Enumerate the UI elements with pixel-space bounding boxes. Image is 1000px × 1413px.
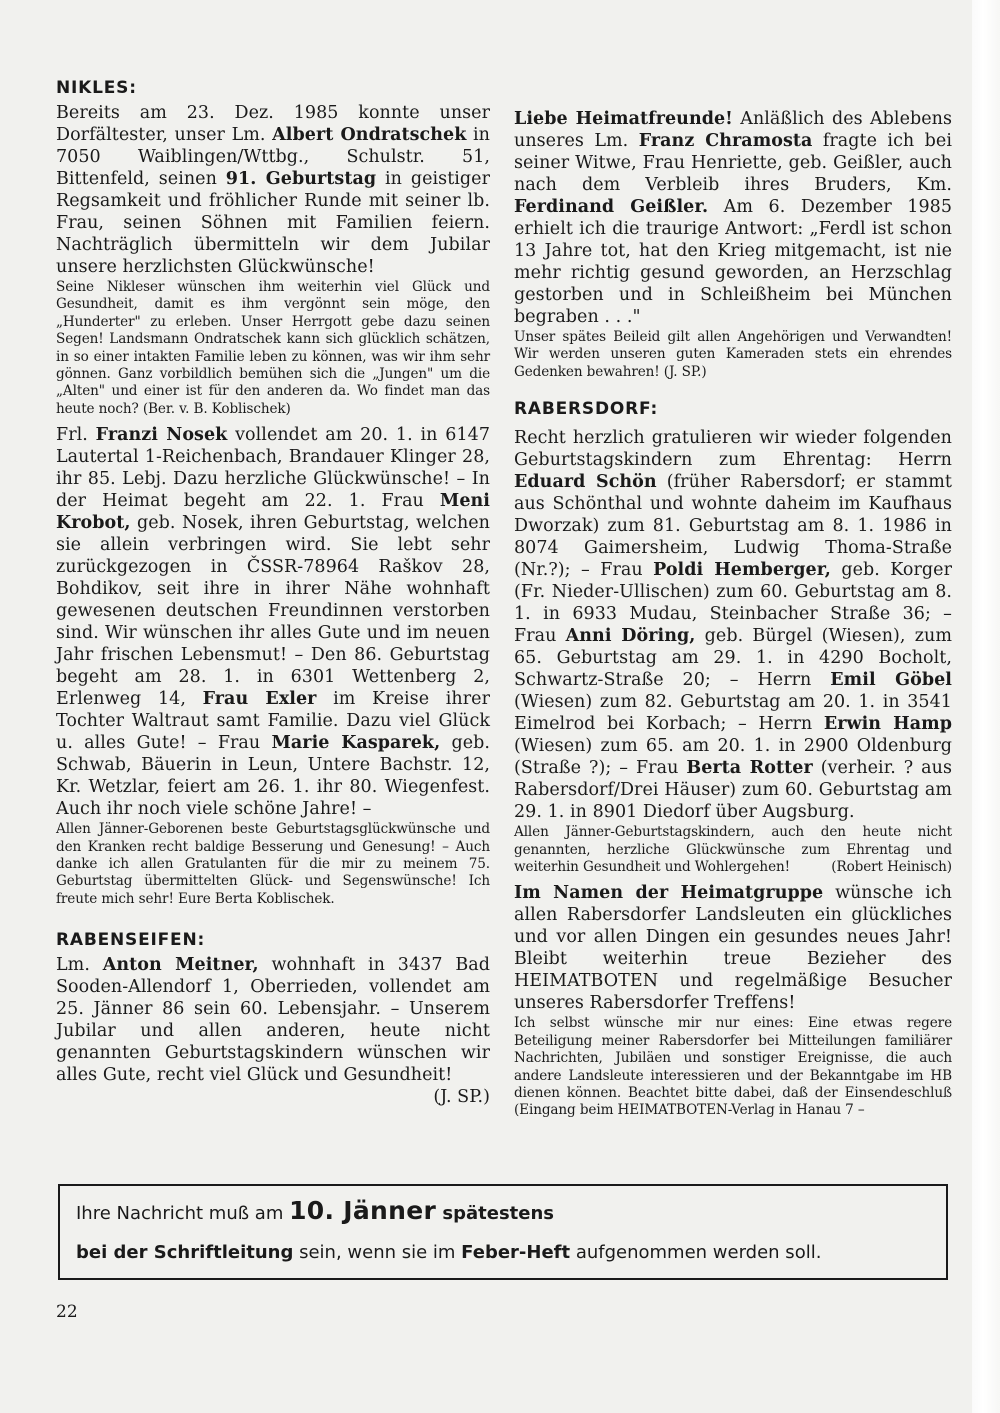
rabersdorf-paragraph-1: Recht herzlich gratulieren wir wieder folgenden Geburtstagskindern zum Ehrentag: Herrn Eduard Schön (früher Rabersdorf; er stammt aus Schönthal und wohnte daheim im Kaufhaus Dworzak) zum 81. Geburtstag am 8. 1. 1986 in 8074 Gaimersheim, Ludwig Thoma-Straße (Nr.?); – Frau Poldi Hemberger, geb. Korger (Fr. Nieder-Ullischen) zum 60. Geburtstag am 8. 1. in 6933 Mudau, Steinbacher Straße 36; – Frau Anni Döring, geb. Bürgel (Wiesen), zum 65. Geburtstag am 29. 1. in 4290 Bocholt, Schwartz-Straße 20; – Herrn Emil Göbel (Wiesen) zum 82. Geburtstag am 20. 1. in 3541 Eimelrod bei Korbach; – Herrn Erwin Hamp (Wiesen) zum 65. am 20. 1. in 2900 Oldenburg (Straße ?); – Frau Berta Rotter (verheir. ? aus Rabersdorf/Drei Häuser) zum 60. Geburtstag am 29. 1. in 8901 Diedorf über Augsburg. — [514, 428, 953, 823]
signature-heinisch: (Robert Heinisch) — [831, 859, 952, 876]
rabersdorf-paragraph-2: Allen Jänner-Geburtstagskindern, auch den heute nicht genannten, herzliche Glückwünsche zum Ehrentag und weiterhin Gesundheit und Wohlergehen! (Robert Heinisch) — [514, 824, 952, 876]
nikles-paragraph-3: Frl. Franzi Nosek vollendet am 20. 1. in 6147 Lautertal 1-Reichenbach, Brandauer Klinger 28, ihr 85. Lebj. Dazu herzliche Glückwünsche! – In der Heimat begeht am 22. 1. Frau Meni Krobot, geb. Nosek, ihren Geburtstag, welchen sie allein verbringen wird. Sie lebt sehr zurückgezogen in ČSSR-78964 Raškov 28, Bohdikov, seit ihre in ihrer Nähe wohnhaft gewesenen deutschen Freundinnen verstorben sind. Wir wünschen ihr alles Gute und im neuen Jahr frischen Lebensmut! – Den 86. Geburtstag begeht am 28. 1. in 6301 Wettenberg 2, Erlenweg 14, Frau Exler im Kreise ihrer Tochter Waltraut samt Familie. Dazu viel Glück u. alles Gute! – Frau Marie Kasparek, geb. Schwab, Bäuerin in Leun, Untere Bachstr. 12, Kr. Wetzlar, feiert am 26. 1. ihr 80. Wiegenfest. Auch ihr noch viele schöne Jahre! – — [56, 425, 490, 820]
scan-edge — [972, 0, 1000, 1413]
deadline-notice-box — [58, 1184, 948, 1280]
rabersdorf-paragraph-4: Ich selbst wünsche mir nur eines: Eine etwas regere Beteiligung meiner Rabersdorfer bei Mitteilungen familiärer Nachrichten, Jubiläen und sonstiger Ereignisse, die auch andere Landsleute interessieren und der Bekanntgabe im HB dienen können. Beachtet bitte dabei, daß der Einsendeschluß (Eingang beim HEIMATBOTEN-Verlag in Hanau 7 – — [514, 1015, 952, 1119]
intro-paragraph-1: Liebe Heimatfreunde! Anläßlich des Ablebens unseres Lm. Franz Chramosta fragte ich bei seiner Witwe, Frau Henriette, geb. Geißler, auch nach dem Verbleib ihres Bruders, Km. Ferdinand Geißler. Am 6. Dezember 1985 erhielt ich die traurige Antwort: „Ferdl ist schon 13 Jahre tot, hat den Krieg mitgemacht, ist nie mehr richtig gesund geworden, an Herzschlag gestorben und in Schleißheim bei München begraben . . ." — [514, 109, 953, 327]
right-column — [514, 108, 952, 1120]
left-column — [56, 78, 490, 1108]
intro-paragraph-2: Unser spätes Beileid gilt allen Angehörigen und Verwandten! Wir werden unseren guten Kameraden stets ein ehrendes Gedenken bewahren! (J. SP.) — [514, 329, 952, 380]
rabenseifen-paragraph: Lm. Anton Meitner, wohnhaft in 3437 Bad Sooden-Allendorf 1, Oberrieden, vollendet am 25. Jänner 86 sein 60. Lebensjahr. – Unserem Jubilar und allen anderen, heute nicht genannten Geburtstagskindern wünschen wir alles Gute, recht viel Glück und Gesundheit! (J. SP.) — [56, 955, 490, 1108]
signature-jsp: (J. SP.) — [433, 1087, 490, 1108]
nikles-paragraph-4: Allen Jänner-Geborenen beste Geburtstagsglückwünsche und den Kranken recht baldige Besserung und Genesung! – Auch danke ich allen Gratulanten für die mir zu meinem 75. Geburtstag übermittelten Glück- und Segenswünsche! Ich freute mich sehr! Eure Berta Koblischek. — [56, 821, 490, 907]
nikles-paragraph-1: Bereits am 23. Dez. 1985 konnte unser Dorfältester, unser Lm. Albert Ondratschek in 7050 Waiblingen/Wttbg., Schulstr. 51, Bittenfeld, seinen 91. Geburtstag in geistiger Regsamkeit und fröhlicher Runde mit seiner lb. Frau, seinen Söhnen mit Familien feiern. Nachträglich übermitteln wir dem Jubilar unsere herzlichsten Glückwünsche! — [56, 103, 490, 277]
notice-line-2: bei der Schriftleitung sein, wenn sie im Feber-Heft aufgenommen werden soll. — [76, 1242, 822, 1263]
heading-rabersdorf: RABERSDORF: — [514, 399, 659, 420]
nikles-paragraph-2: Seine Nikleser wünschen ihm weiterhin viel Glück und Gesundheit, damit es ihm vergönnt sein möge, den „Hunderter" zu erleben. Unser Herrgott gebe dazu seinen Segen! Landsmann Ondratschek kann sich glücklich schätzen, in so einer intakten Familie leben zu können, was wir ihm sehr gönnen. Ganz vorbildlich bemühen sich die „Jungen" um die „Alten" und einer ist für den anderen da. Wo findet man das heute noch? (Ber. v. B. Koblischek) — [56, 279, 490, 417]
rabersdorf-paragraph-3: Im Namen der Heimatgruppe wünsche ich allen Rabersdorfer Landsleuten ein glückliches und vor allen Dingen ein gesundes neues Jahr! Bleibt weiterhin treue Bezieher des HEIMATBOTEN und regelmäßige Besucher unseres Rabersdorfer Treffens! — [514, 883, 952, 1014]
heading-rabenseifen: RABENSEIFEN: — [56, 930, 206, 951]
notice-line-1: Ihre Nachricht muß am 10. Jänner spätestens — [76, 1196, 555, 1225]
page-number: 22 — [56, 1302, 78, 1322]
heading-nikles: NIKLES: — [56, 78, 137, 98]
